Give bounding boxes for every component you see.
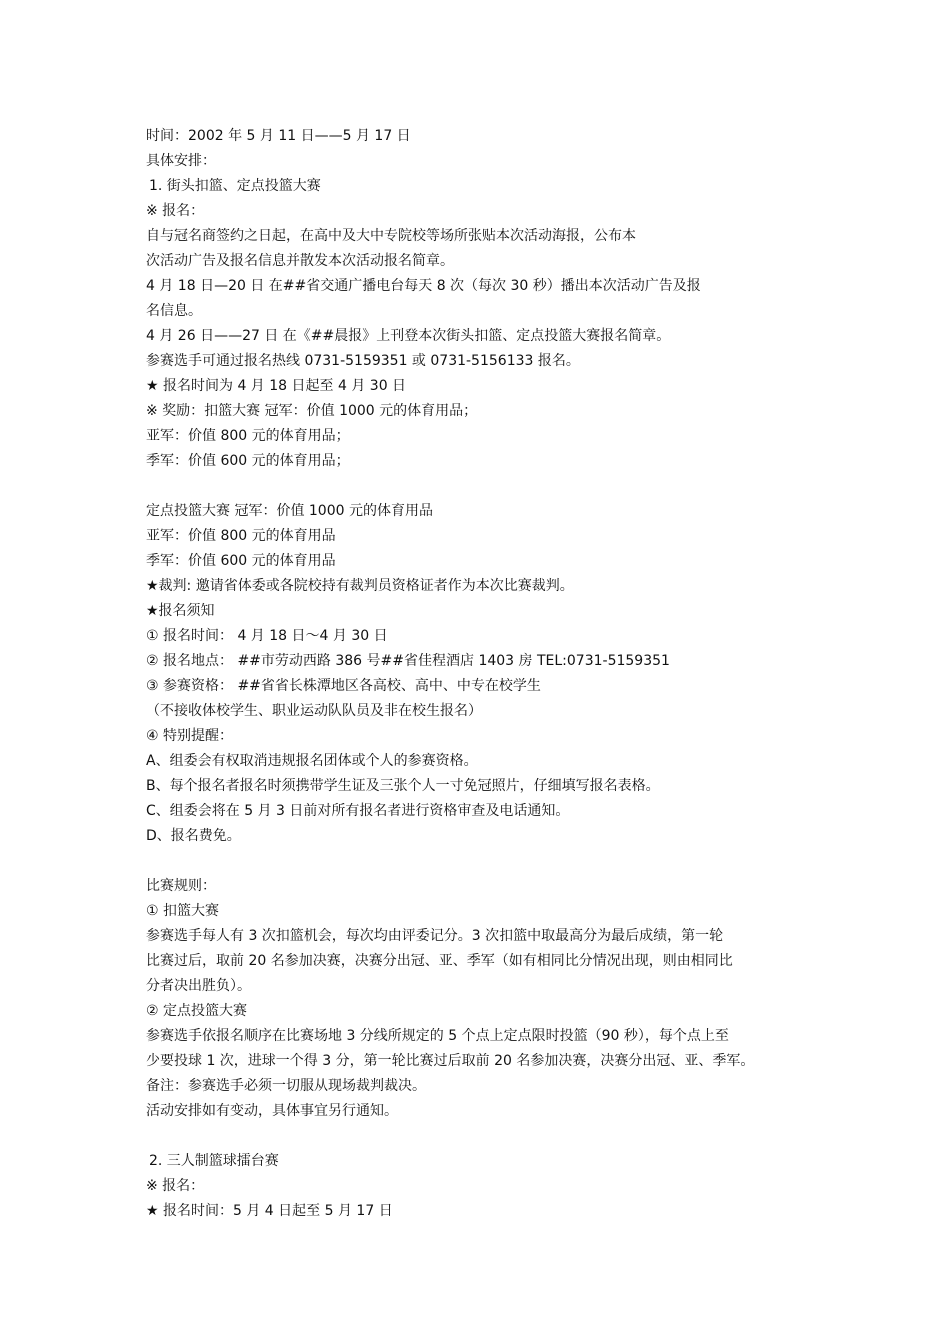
text-line: ② 报名地点： ##市劳动西路 386 号##省佳程酒店 1403 房 TEL:0731-5159351 xyxy=(146,653,670,669)
text-line: ④ 特别提醒： xyxy=(146,728,234,744)
text-line: 季军：价值 600 元的体育用品； xyxy=(146,453,350,469)
text-line: 活动安排如有变动，具体事宜另行通知。 xyxy=(146,1103,398,1119)
text-line: 参赛选手依报名顺序在比赛场地 3 分线所规定的 5 个点上定点限时投篮（90 秒），每个点上至 xyxy=(146,1028,729,1044)
text-line: ① 扣篮大赛 xyxy=(146,903,220,919)
text-line: 亚军：价值 800 元的体育用品 xyxy=(146,528,336,544)
text-line: 1. 街头扣篮、定点投篮大赛 xyxy=(149,178,321,194)
text-line: 分者决出胜负）。 xyxy=(146,978,251,994)
text-line: 次活动广告及报名信息并散发本次活动报名简章。 xyxy=(146,253,454,269)
text-line: ★裁判: 邀请省体委或各院校持有裁判员资格证者作为本次比赛裁判。 xyxy=(146,578,574,594)
text-line: 自与冠名商签约之日起，在高中及大中专院校等场所张贴本次活动海报，公布本 xyxy=(146,228,636,244)
text-line: 4 月 26 日——27 日 在《##晨报》上刊登本次街头扣篮、定点投篮大赛报名简章。 xyxy=(146,328,671,344)
text-line: 具体安排： xyxy=(146,153,216,169)
blank-line xyxy=(146,849,836,874)
text-line: ★报名须知 xyxy=(146,603,215,619)
text-line: 参赛选手可通过报名热线 0731-5159351 或 0731-5156133 报名。 xyxy=(146,353,580,369)
text-line: 定点投篮大赛 冠军：价值 1000 元的体育用品 xyxy=(146,503,433,519)
text-line: 2. 三人制篮球擂台赛 xyxy=(149,1153,279,1169)
text-line: 时间：2002 年 5 月 11 日——5 月 17 日 xyxy=(146,128,411,144)
text-line: C、组委会将在 5 月 3 日前对所有报名者进行资格审查及电话通知。 xyxy=(146,803,570,819)
text-line: 比赛规则： xyxy=(146,878,216,894)
text-line: 名信息。 xyxy=(146,303,202,319)
text-line: A、组委会有权取消违规报名团体或个人的参赛资格。 xyxy=(146,753,478,769)
text-line: ② 定点投篮大赛 xyxy=(146,1003,248,1019)
text-line: ※ 报名： xyxy=(146,203,205,219)
text-line: 亚军：价值 800 元的体育用品； xyxy=(146,428,350,444)
text-line: B、每个报名者报名时须携带学生证及三张个人一寸免冠照片，仔细填写报名表格。 xyxy=(146,778,660,794)
text-line: ③ 参赛资格： ##省省长株潭地区各高校、高中、中专在校学生 xyxy=(146,678,541,694)
text-line: ※ 奖励：扣篮大赛 冠军：价值 1000 元的体育用品； xyxy=(146,403,478,419)
document-page xyxy=(146,124,836,1224)
text-line: 4 月 18 日—20 日 在##省交通广播电台每天 8 次（每次 30 秒）播出本次活动广告及报 xyxy=(146,278,701,294)
text-line: 季军：价值 600 元的体育用品 xyxy=(146,553,336,569)
text-line: D、报名费免。 xyxy=(146,828,241,844)
text-line: ★ 报名时间为 4 月 18 日起至 4 月 30 日 xyxy=(146,378,407,394)
text-line: 备注：参赛选手必须一切服从现场裁判裁决。 xyxy=(146,1078,426,1094)
text-line: 少要投球 1 次，进球一个得 3 分，第一轮比赛过后取前 20 名参加决赛，决赛分出冠、亚、季军。 xyxy=(146,1053,755,1069)
text-line: 参赛选手每人有 3 次扣篮机会，每次均由评委记分。3 次扣篮中取最高分为最后成绩，第一轮 xyxy=(146,928,724,944)
text-line: ※ 报名： xyxy=(146,1178,205,1194)
text-line: ★ 报名时间：5 月 4 日起至 5 月 17 日 xyxy=(146,1203,393,1219)
text-line: （不接收体校学生、职业运动队队员及非在校生报名） xyxy=(146,703,482,719)
text-line: 比赛过后，取前 20 名参加决赛，决赛分出冠、亚、季军（如有相同比分情况出现，则由相同比 xyxy=(146,953,733,969)
blank-line xyxy=(146,1124,836,1149)
text-line: ① 报名时间： 4 月 18 日～4 月 30 日 xyxy=(146,628,388,644)
blank-line xyxy=(146,474,836,499)
